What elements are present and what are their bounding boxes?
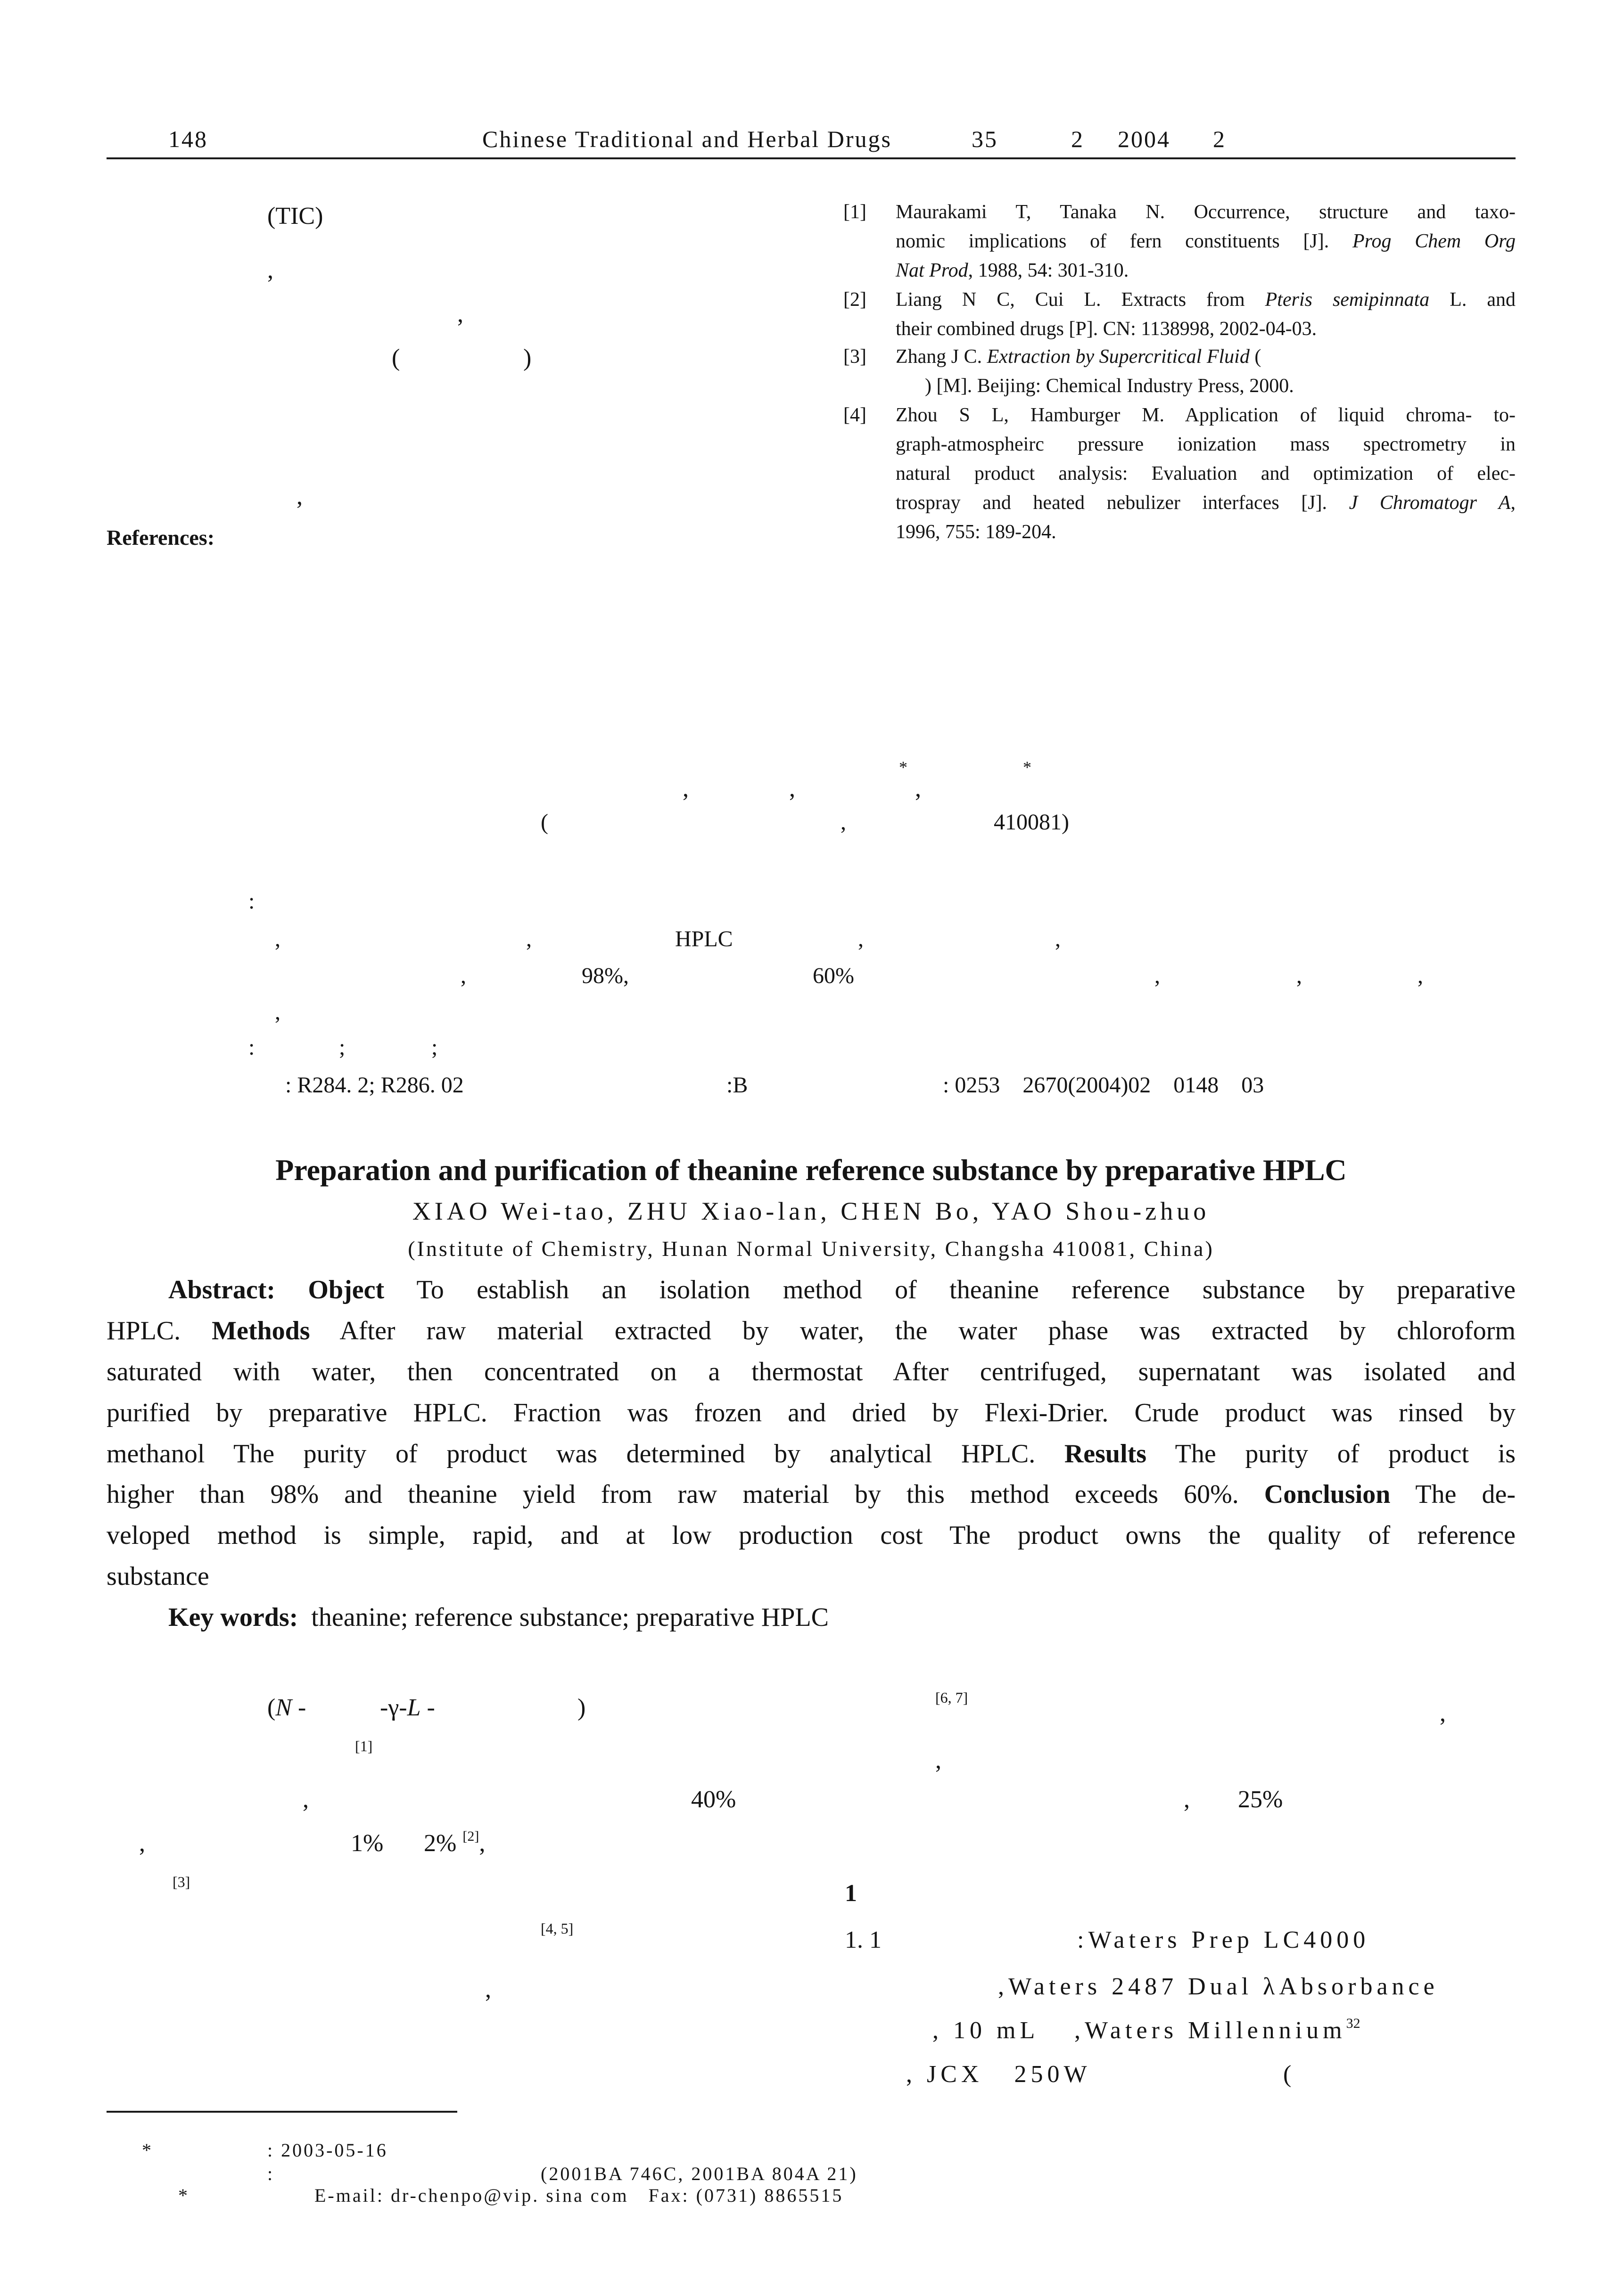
reference-text: ) [M]. Beijing: Chemical Industry Press, 2000. xyxy=(925,375,1294,397)
author-contact: E-mail: dr-chenpo@vip. sina com Fax: (0731) 8865515 xyxy=(314,2185,844,2206)
results-label: Results xyxy=(1064,1439,1147,1468)
reference-text: Zhou S L, Hamburger M. Application of liquid chroma- to- xyxy=(896,404,1516,426)
punctuation-comma: , xyxy=(303,1786,309,1813)
received-date: : 2003-05-16 xyxy=(267,2140,388,2161)
author-separator: , xyxy=(915,775,921,802)
abstract-text: substance xyxy=(107,1562,209,1591)
publication-month: 2 xyxy=(1213,126,1226,152)
abstract-text: higher than 98% and theanine yield from raw material by this method exceeds 60%. xyxy=(107,1480,1239,1509)
punctuation-comma: , xyxy=(1417,963,1423,988)
keywords-cn-colon: : xyxy=(248,1035,255,1060)
reference-text: graph-atmospheirc pressure ionization mass spectrometry in xyxy=(896,434,1516,455)
abstract-line xyxy=(107,1563,1516,1590)
methods-label: Methods xyxy=(212,1316,310,1345)
reference-line xyxy=(896,435,1516,454)
citation-marker: [4, 5] xyxy=(541,1920,574,1937)
percentage-value: 25% xyxy=(1238,1786,1283,1813)
abstract-line xyxy=(107,1400,1516,1426)
abstract-text: After raw material extracted by water, the water phase was extracted by chloroform xyxy=(339,1316,1516,1345)
conclusion-label: Conclusion xyxy=(1264,1480,1391,1509)
reference-line xyxy=(896,522,1516,542)
clc-number: : R284. 2; R286. 02 xyxy=(285,1073,464,1098)
abstract-text: purified by preparative HPLC. Fraction was frozen and dried by Flexi-Drier. Crude product was rinsed by xyxy=(107,1398,1516,1427)
reference-text: nomic implications of fern constituents [J]. xyxy=(896,230,1329,252)
abstract-line xyxy=(107,1359,1516,1385)
keywords-en xyxy=(168,1604,829,1631)
reference-label: [4] xyxy=(843,404,866,426)
reference-line xyxy=(896,405,1516,425)
reference-journal: Nat Prod xyxy=(896,260,968,281)
footnote-mark: * xyxy=(178,2185,190,2206)
document-code: :B xyxy=(726,1073,748,1098)
footnote-rule xyxy=(107,2111,457,2113)
reference-text: , xyxy=(1510,492,1516,514)
abstract-text: methanol The purity of product was determined by analytical HPLC. xyxy=(107,1439,1036,1468)
tic-abbreviation: (TIC) xyxy=(267,203,323,230)
instrument-text: ,Waters Millennium xyxy=(1074,2017,1346,2044)
reference-line xyxy=(896,319,1516,339)
authors-en: XIAO Wei-tao, ZHU Xiao-lan, CHEN Bo, YAO Shou-zhuo xyxy=(412,1197,1210,1225)
punctuation-paren-close: ) xyxy=(523,344,532,371)
article-id: : 0253 2670(2004)02 0148 03 xyxy=(943,1073,1264,1098)
citation-marker: [6, 7] xyxy=(935,1689,968,1706)
punctuation-comma: , xyxy=(1055,927,1061,951)
abstract-line xyxy=(107,1318,1516,1344)
punctuation-comma: , xyxy=(461,963,466,988)
punctuation-comma: , xyxy=(297,483,303,510)
abstract-line xyxy=(168,1277,1516,1303)
reference-book-title: Extraction by Supercritical Fluid xyxy=(987,346,1250,368)
punctuation-comma: , xyxy=(275,1000,280,1025)
punctuation-comma: , xyxy=(485,1976,491,2003)
fund-numbers: (2001BA 746C, 2001BA 804A 21) xyxy=(541,2163,858,2184)
percentage-value: 1% xyxy=(351,1830,384,1857)
punctuation-comma: , xyxy=(1440,1700,1446,1727)
paren-close: ) xyxy=(577,1694,586,1721)
reference-text: 1996, 755: 189-204. xyxy=(896,521,1056,543)
keywords-label: Key words: xyxy=(168,1603,298,1632)
punctuation-comma: , xyxy=(1184,1786,1190,1813)
abstract-line xyxy=(107,1441,1516,1467)
affiliation-paren-open: ( xyxy=(541,810,548,835)
punctuation-comma: , xyxy=(139,1830,145,1857)
reference-text: L. and xyxy=(1450,289,1516,311)
punctuation-comma: , xyxy=(479,1830,486,1857)
abstract-cn-hplc: HPLC xyxy=(675,927,733,951)
affiliation-comma: , xyxy=(841,810,846,835)
author-separator: , xyxy=(789,775,795,802)
reference-text: ( xyxy=(1254,346,1261,368)
corresponding-author-mark: * xyxy=(899,758,907,777)
object-label: Object xyxy=(308,1275,385,1304)
reference-text: their combined drugs [P]. CN: 1138998, 2002-04-03. xyxy=(896,318,1317,340)
italic-l: L xyxy=(407,1694,421,1721)
article-title-en: Preparation and purification of theanine reference substance by preparative HPLC xyxy=(275,1153,1347,1187)
abstract-line xyxy=(107,1481,1516,1508)
punctuation-comma: , xyxy=(267,257,273,284)
abstract-line xyxy=(107,1522,1516,1549)
percentage-with-citation xyxy=(424,1831,485,1856)
issue-number: 2 xyxy=(1071,126,1084,152)
citation-marker: [3] xyxy=(173,1873,190,1890)
reference-journal: J Chromatogr A xyxy=(1349,492,1511,514)
abstract-label: Abstract: xyxy=(168,1275,276,1304)
page-number: 148 xyxy=(168,126,208,152)
abstract-text: HPLC. xyxy=(107,1316,181,1345)
reference-text: Maurakami T, Tanaka N. Occurrence, structure and taxo- xyxy=(896,201,1516,223)
reference-label: [2] xyxy=(843,289,866,311)
dash: - xyxy=(292,1694,306,1721)
reference-text: Liang N C, Cui L. Extracts from xyxy=(896,289,1245,311)
reference-line xyxy=(896,347,1516,367)
citation-marker: [1] xyxy=(355,1738,373,1755)
reference-text: Zhang J C. xyxy=(896,346,982,368)
keywords-cn-separator: ; xyxy=(431,1035,438,1060)
punctuation-comma: , xyxy=(275,927,280,951)
reference-line xyxy=(896,464,1516,484)
reference-species: Pteris semipinnata xyxy=(1265,289,1430,311)
subsection-number: 1. 1 xyxy=(845,1927,882,1953)
reference-line xyxy=(896,290,1516,310)
percentage-value: 2% xyxy=(424,1830,457,1857)
section-number: 1 xyxy=(845,1880,857,1907)
punctuation-comma: , xyxy=(935,1747,941,1774)
publication-year: 2004 xyxy=(1118,126,1170,152)
footnote-mark: * xyxy=(142,2140,153,2161)
abstract-cn-yield: 60% xyxy=(813,963,854,988)
reference-text: trospray and heated nebulizer interfaces [J]. xyxy=(896,492,1327,514)
theanine-name-part xyxy=(380,1696,435,1720)
citation-marker: [2] xyxy=(462,1829,479,1844)
journal-name: Chinese Traditional and Herbal Drugs xyxy=(482,126,892,152)
reference-journal: Prog Chem Org xyxy=(1352,230,1516,252)
corresponding-author-mark: * xyxy=(1023,758,1031,777)
reference-text: natural product analysis: Evaluation and optimization of elec- xyxy=(896,463,1516,484)
reference-line xyxy=(896,231,1516,251)
instrument-text: , JCX 250W xyxy=(906,2061,1091,2088)
punctuation-comma: , xyxy=(1154,963,1160,988)
instrument-text: ,Waters 2487 Dual λAbsorbance xyxy=(998,1973,1439,2000)
instrument-text: :Waters Prep LC4000 xyxy=(1077,1927,1370,1953)
paren-open: ( xyxy=(267,1694,276,1721)
reference-line xyxy=(925,376,1516,396)
abstract-cn-purity: 98%, xyxy=(582,963,629,988)
punctuation-comma: , xyxy=(457,301,463,328)
punctuation-paren-open: ( xyxy=(392,344,400,371)
fund-colon: : xyxy=(267,2163,275,2184)
theanine-name-part xyxy=(267,1696,306,1720)
affiliation-postcode: 410081) xyxy=(994,810,1069,835)
abstract-text: To establish an isolation method of theanine reference substance by preparative xyxy=(416,1275,1516,1304)
instrument-software xyxy=(1074,2018,1360,2043)
reference-line xyxy=(896,493,1516,513)
abstract-text: saturated with water, then concentrated on a thermostat After centrifuged, supernatant was isolated and xyxy=(107,1357,1516,1386)
paren-open: ( xyxy=(1283,2061,1292,2088)
author-separator: , xyxy=(683,775,689,802)
reference-line xyxy=(896,202,1516,222)
abstract-text: The de- xyxy=(1415,1480,1516,1509)
reference-label: [1] xyxy=(843,201,866,223)
keywords-terms: theanine; reference substance; preparative HPLC xyxy=(311,1603,829,1632)
reference-label: [3] xyxy=(843,346,866,368)
header-rule xyxy=(107,157,1516,159)
percentage-value: 40% xyxy=(691,1786,736,1813)
punctuation-comma: , xyxy=(858,927,864,951)
punctuation-comma: , xyxy=(1296,963,1302,988)
volume-number: 35 xyxy=(972,126,998,152)
reference-text: , 1988, 54: 301-310. xyxy=(968,260,1129,281)
italic-n: N xyxy=(275,1694,292,1721)
reference-line xyxy=(896,261,1516,280)
superscript-version: 32 xyxy=(1346,2016,1360,2031)
abstract-cn-colon: : xyxy=(248,889,255,914)
instrument-text: , 10 mL xyxy=(932,2017,1039,2044)
keywords-cn-separator: ; xyxy=(339,1035,346,1060)
gamma-prefix: -γ- xyxy=(380,1694,407,1721)
affiliation-en: (Institute of Chemistry, Hunan Normal University, Changsha 410081, China) xyxy=(408,1237,1214,1261)
dash: - xyxy=(420,1694,435,1721)
punctuation-comma: , xyxy=(526,927,532,951)
abstract-text: veloped method is simple, rapid, and at low production cost The product owns the quality of reference xyxy=(107,1521,1516,1550)
abstract-text: The purity of product is xyxy=(1175,1439,1516,1468)
references-heading: References: xyxy=(107,525,215,549)
